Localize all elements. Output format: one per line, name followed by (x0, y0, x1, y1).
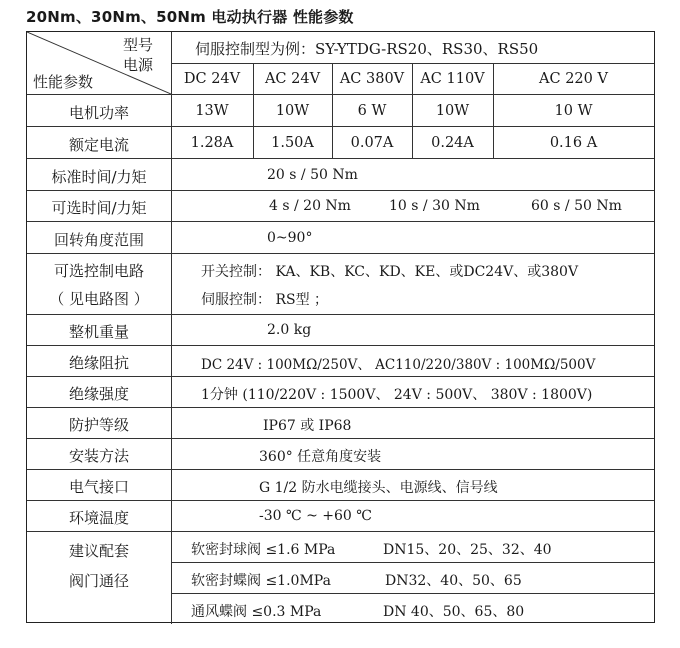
grid-line (27, 126, 654, 127)
valve-type: 软密封蝶阀 ≤1.0MPa (191, 573, 331, 589)
row-label-optional-time: 可选时间/力矩 (51, 199, 147, 217)
motor-power-value: 10W (275, 103, 310, 119)
row-label-valves-size: 阀门通径 (68, 572, 129, 590)
grid-line (27, 376, 654, 377)
row-label-rotation: 回转角度范围 (53, 231, 144, 249)
valve-sizes: DN 40、50、65、80 (383, 604, 525, 620)
temperature-value: -30 ℃ ~ +60 ℃ (259, 508, 372, 524)
insulation-strength-value: 1分钟 (110/220V : 1500V、 24V : 500V、 380V : 1800V) (201, 387, 593, 403)
rated-current-value: 0.24A (431, 135, 474, 151)
rated-current-value: 1.28A (190, 135, 234, 151)
row-label-valves: 建议配套 (68, 542, 129, 560)
row-label-rated-current: 额定电流 (68, 136, 129, 154)
installation-value: 360° 任意角度安装 (259, 449, 382, 465)
row-label-installation: 安装方法 (68, 447, 129, 465)
grid-line (27, 469, 654, 470)
row-label-control: 可选控制电路 (53, 262, 144, 280)
corner-model-label: 型号 (123, 36, 154, 54)
optional-time-value: 4 s / 20 Nm (269, 198, 351, 214)
grid-line (27, 253, 654, 254)
model-example: 伺服控制型为例：SY-YTDG-RS20、RS30、RS50 (195, 40, 539, 58)
control-switch-value: 开关控制： KA、KB、KC、KD、KE、或DC24V、或380V (201, 264, 579, 280)
grid-line (171, 593, 654, 594)
grid-line (27, 314, 654, 315)
row-label-electrical: 电气接口 (68, 478, 129, 496)
row-label-standard-time: 标准时间/力矩 (51, 168, 147, 186)
valve-sizes: DN15、20、25、32、40 (383, 542, 552, 558)
grid-line (27, 531, 654, 532)
valve-sizes: DN32、40、50、65 (385, 573, 522, 589)
grid-line (171, 562, 654, 563)
optional-time-value: 10 s / 30 Nm (389, 198, 480, 214)
power-type: AC 110V (420, 71, 485, 87)
row-label-protection: 防护等级 (68, 416, 129, 434)
grid-line (27, 221, 654, 222)
corner-power-label: 电源 (123, 56, 154, 74)
valve-type: 软密封球阀 ≤1.6 MPa (191, 542, 336, 558)
power-type: AC 24V (264, 71, 321, 87)
grid-line (27, 158, 654, 159)
grid-line (27, 407, 654, 408)
row-label-weight: 整机重量 (68, 323, 129, 341)
corner-param-label: 性能参数 (33, 73, 94, 91)
grid-line (27, 345, 654, 346)
motor-power-value: 10 W (554, 103, 593, 119)
row-label-insulation-resistance: 绝缘阻抗 (68, 354, 129, 372)
grid-line (27, 190, 654, 191)
power-type: AC 380V (339, 71, 405, 87)
valve-type: 通风蝶阀 ≤0.3 MPa (191, 604, 322, 620)
standard-time-value: 20 s / 50 Nm (267, 167, 358, 183)
page-title: 20Nm、30Nm、50Nm 电动执行器 性能参数 (26, 8, 354, 26)
weight-value: 2.0 kg (267, 322, 312, 338)
grid-line (171, 32, 172, 624)
protection-value: IP67 或 IP68 (263, 418, 352, 434)
rotation-value: 0~90° (267, 230, 313, 246)
grid-line (27, 94, 654, 95)
rated-current-value: 1.50A (271, 135, 314, 151)
optional-time-value: 60 s / 50 Nm (531, 198, 622, 214)
row-label-insulation-strength: 绝缘强度 (68, 385, 129, 403)
insulation-resistance-value: DC 24V : 100MΩ/250V、 AC110/220/380V : 100MΩ/500V (201, 357, 596, 373)
grid-line (27, 500, 654, 501)
row-label-temperature: 环境温度 (68, 509, 129, 527)
rated-current-value: 0.07A (350, 135, 394, 151)
control-servo-value: 伺服控制： RS型 ； (201, 292, 329, 308)
electrical-value: G 1/2 防水电缆接头、电源线、信号线 (259, 480, 498, 496)
row-label-motor-power: 电机功率 (68, 104, 129, 122)
motor-power-value: 6 W (357, 103, 387, 119)
spec-table (26, 31, 655, 623)
rated-current-value: 0.16 A (549, 135, 598, 151)
motor-power-value: 13W (195, 103, 229, 119)
power-type: DC 24V (183, 71, 241, 87)
row-label-control-note: （ 见电路图 ） (49, 290, 149, 308)
motor-power-value: 10W (435, 103, 470, 119)
grid-line (27, 438, 654, 439)
power-type: AC 220 V (539, 71, 608, 87)
